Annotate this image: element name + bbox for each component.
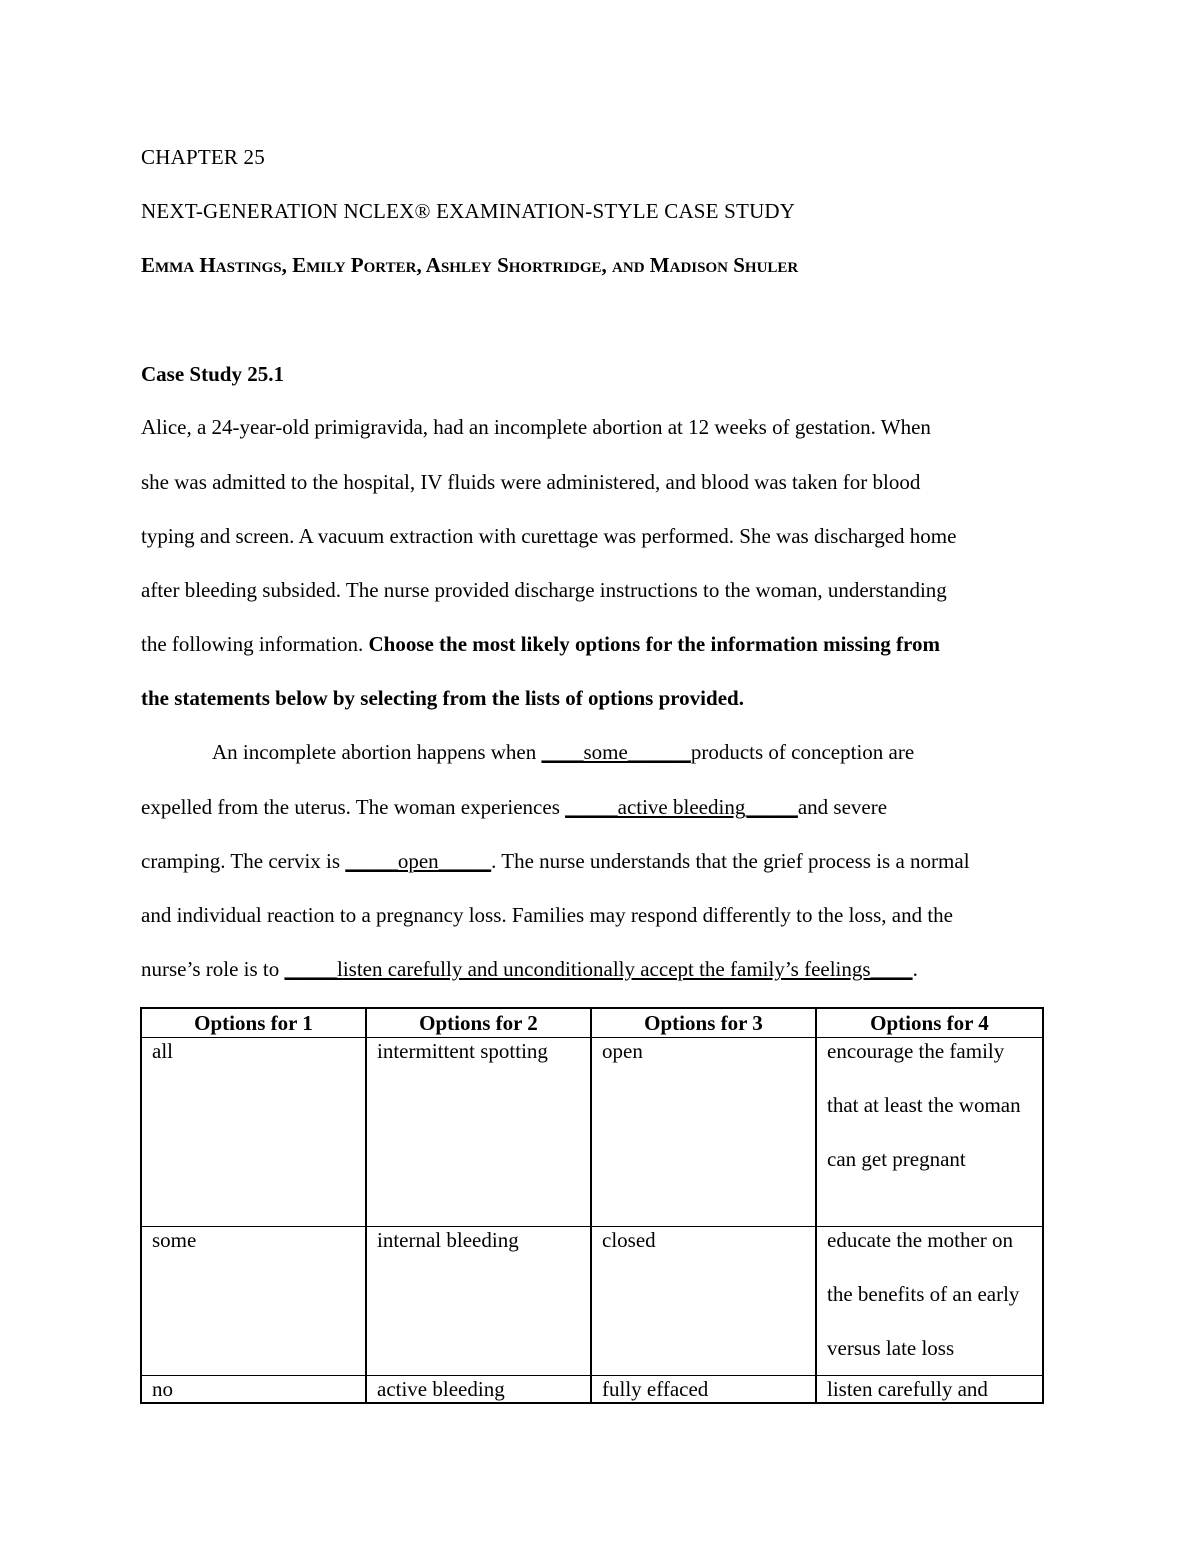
case-text-line-5 [141, 632, 940, 656]
cloze-blank-3[interactable]: _____open_____ [345, 849, 492, 873]
options-header-2: Options for 2 [366, 1008, 591, 1038]
cloze-blank-4[interactable]: _____listen carefully and unconditionally accept the family’s feelings____ [284, 957, 913, 981]
option-text: active bleeding [377, 1377, 505, 1401]
option-cell[interactable] [141, 1376, 366, 1404]
chapter-heading: CHAPTER 25 [141, 145, 265, 169]
option-cell[interactable] [141, 1038, 366, 1227]
case-study-title: Case Study 25.1 [141, 362, 284, 386]
option-text: open [602, 1039, 643, 1063]
option-cell[interactable] [591, 1376, 816, 1404]
options-header-3: Options for 3 [591, 1008, 816, 1038]
cloze-text-1a: An incomplete abortion happens when [212, 740, 542, 764]
case-text-line-2: she was admitted to the hospital, IV fluids were administered, and blood was taken for blood [141, 470, 921, 494]
table-row [141, 1376, 1043, 1404]
instruction-text-b: the statements below by selecting from the lists of options provided. [141, 686, 744, 710]
option-text: closed [602, 1228, 656, 1252]
cloze-text-5b: . [912, 957, 918, 981]
cloze-text-3b: . The nurse understands that the grief process is a normal [491, 849, 970, 873]
instruction-text-a: Choose the most likely options for the information missing from [368, 632, 940, 656]
cloze-blank-2[interactable]: _____active bleeding_____ [565, 795, 798, 819]
option-text: encourage the family that at least the woman can get pregnant [827, 1039, 1021, 1171]
option-text: listen carefully and [827, 1377, 988, 1401]
option-cell[interactable] [366, 1376, 591, 1404]
option-cell[interactable] [816, 1038, 1043, 1227]
case-text-line-5-plain: the following information. [141, 632, 369, 656]
cloze-line-4: and individual reaction to a pregnancy loss. Families may respond differently to the loss, and the [141, 903, 954, 927]
option-cell[interactable] [141, 1227, 366, 1376]
option-text: no [152, 1377, 173, 1401]
option-text: educate the mother on the benefits of an early versus late loss [827, 1228, 1020, 1360]
option-cell[interactable] [816, 1227, 1043, 1376]
option-cell[interactable] [591, 1038, 816, 1227]
option-cell[interactable] [816, 1376, 1043, 1404]
case-text-line-4: after bleeding subsided. The nurse provided discharge instructions to the woman, understanding [141, 578, 947, 602]
case-text-line-1: Alice, a 24-year-old primigravida, had an incomplete abortion at 12 weeks of gestation. When [141, 415, 931, 439]
table-row [141, 1227, 1043, 1376]
options-table [140, 1007, 1044, 1404]
cloze-text-2b: and severe [797, 795, 888, 819]
chapter-subtitle: NEXT-GENERATION NCLEX® EXAMINATION-STYLE CASE STUDY [141, 199, 796, 223]
options-header-4: Options for 4 [816, 1008, 1043, 1038]
case-text-line-3: typing and screen. A vacuum extraction with curettage was performed. She was discharged home [141, 524, 957, 548]
cloze-text-5a: nurse’s role is to [141, 957, 285, 981]
option-text: fully effaced [602, 1377, 709, 1401]
table-row [141, 1038, 1043, 1227]
option-text: all [152, 1039, 173, 1063]
cloze-line-3 [141, 849, 970, 873]
cloze-text-1b: products of conception are [690, 740, 915, 764]
cloze-text-2a: expelled from the uterus. The woman experiences [141, 795, 566, 819]
option-cell[interactable] [366, 1227, 591, 1376]
option-text: some [152, 1228, 197, 1252]
authors-line: Emma Hastings, Emily Porter, Ashley Shortridge, and Madison Shuler [141, 253, 799, 277]
cloze-line-2 [141, 795, 887, 819]
cloze-line-1 [212, 740, 914, 764]
option-text: intermittent spotting [377, 1039, 548, 1063]
option-text: internal bleeding [377, 1228, 519, 1252]
option-cell[interactable] [591, 1227, 816, 1376]
option-cell[interactable] [366, 1038, 591, 1227]
options-header-1: Options for 1 [141, 1008, 366, 1038]
cloze-blank-1[interactable]: ____some______ [541, 740, 691, 764]
cloze-line-5 [141, 957, 918, 981]
cloze-text-3a: cramping. The cervix is [141, 849, 346, 873]
